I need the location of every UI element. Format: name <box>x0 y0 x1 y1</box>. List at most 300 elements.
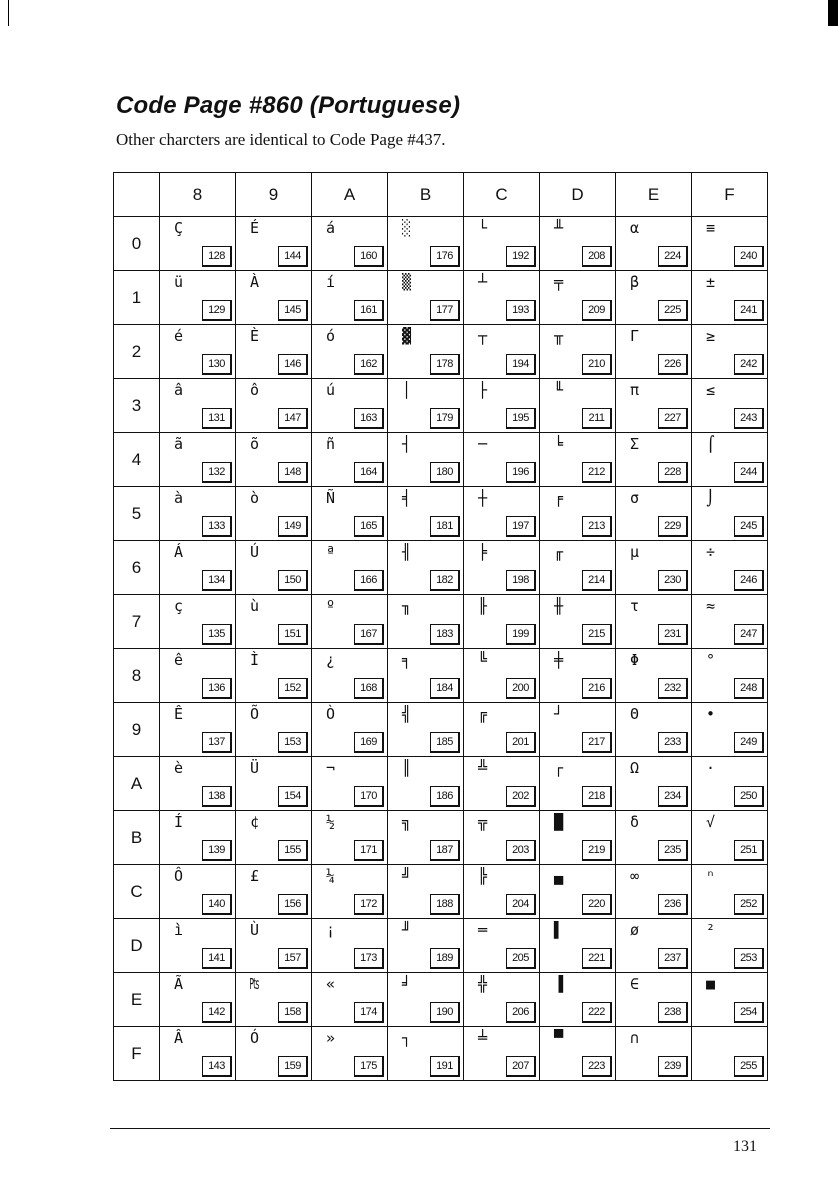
column-header-row <box>114 173 768 217</box>
character-cell <box>388 649 464 703</box>
character-cell <box>388 703 464 757</box>
character-cell <box>312 703 388 757</box>
character-cell <box>160 541 236 595</box>
character-glyph: Ü <box>250 759 260 777</box>
column-header: C <box>464 173 540 217</box>
character-cell <box>236 433 312 487</box>
character-glyph: ∞ <box>630 867 640 885</box>
decimal-code-box: 142 <box>202 1002 232 1023</box>
character-glyph: ╧ <box>478 1029 488 1047</box>
character-cell <box>616 649 692 703</box>
character-cell <box>236 541 312 595</box>
character-cell <box>388 271 464 325</box>
character-glyph: è <box>174 759 184 777</box>
decimal-code-box: 239 <box>658 1056 688 1077</box>
character-glyph: Ê <box>174 705 184 723</box>
character-cell <box>540 919 616 973</box>
character-cell <box>616 865 692 919</box>
character-glyph: Ô <box>174 867 184 885</box>
character-cell <box>312 217 388 271</box>
character-cell <box>616 325 692 379</box>
decimal-code-box: 178 <box>430 354 460 375</box>
decimal-code-box: 165 <box>354 516 384 537</box>
character-cell <box>160 325 236 379</box>
row-header: 0 <box>114 217 160 271</box>
decimal-code-box: 146 <box>278 354 308 375</box>
decimal-code-box: 196 <box>506 462 536 483</box>
character-glyph: ╨ <box>554 219 564 237</box>
decimal-code-box: 200 <box>506 678 536 699</box>
character-glyph: ╬ <box>478 975 488 993</box>
decimal-code-box: 233 <box>658 732 688 753</box>
row-header: B <box>114 811 160 865</box>
decimal-code-box: 138 <box>202 786 232 807</box>
decimal-code-box: 170 <box>354 786 384 807</box>
table-row <box>114 649 768 703</box>
table-row <box>114 703 768 757</box>
decimal-code-box: 203 <box>506 840 536 861</box>
character-cell <box>312 595 388 649</box>
corner-cell <box>114 173 160 217</box>
column-header: 9 <box>236 173 312 217</box>
character-glyph: δ <box>630 813 640 831</box>
character-cell <box>616 811 692 865</box>
decimal-code-box: 211 <box>582 408 612 429</box>
character-cell <box>464 487 540 541</box>
character-cell <box>464 217 540 271</box>
table-row <box>114 919 768 973</box>
character-glyph: ù <box>250 597 260 615</box>
character-glyph: └ <box>478 219 488 237</box>
character-glyph: ┴ <box>478 273 488 291</box>
decimal-code-box: 251 <box>734 840 764 861</box>
character-cell <box>236 271 312 325</box>
character-cell <box>388 811 464 865</box>
character-cell <box>236 217 312 271</box>
code-page-table <box>113 172 768 1081</box>
character-glyph: õ <box>250 435 260 453</box>
character-cell <box>616 703 692 757</box>
character-glyph: Ì <box>250 651 260 669</box>
decimal-code-box: 206 <box>506 1002 536 1023</box>
column-header: F <box>692 173 768 217</box>
decimal-code-box: 175 <box>354 1056 384 1077</box>
decimal-code-box: 148 <box>278 462 308 483</box>
character-glyph: √ <box>706 813 716 831</box>
table-body <box>114 217 768 1081</box>
character-cell <box>616 919 692 973</box>
character-glyph: Ù <box>250 921 260 939</box>
decimal-code-box: 231 <box>658 624 688 645</box>
character-glyph: █ <box>554 813 564 831</box>
decimal-code-box: 241 <box>734 300 764 321</box>
decimal-code-box: 192 <box>506 246 536 267</box>
character-cell <box>160 865 236 919</box>
character-glyph: à <box>174 489 184 507</box>
character-cell <box>160 811 236 865</box>
decimal-code-box: 237 <box>658 948 688 969</box>
decimal-code-box: 228 <box>658 462 688 483</box>
character-cell <box>312 973 388 1027</box>
decimal-code-box: 221 <box>582 948 612 969</box>
character-glyph: ò <box>250 489 260 507</box>
decimal-code-box: 158 <box>278 1002 308 1023</box>
scan-edge-mark <box>8 0 9 26</box>
character-glyph: ú <box>326 381 336 399</box>
character-cell <box>160 1027 236 1081</box>
character-cell <box>692 379 768 433</box>
row-header: 4 <box>114 433 160 487</box>
decimal-code-box: 214 <box>582 570 612 591</box>
character-cell <box>616 271 692 325</box>
character-cell <box>692 649 768 703</box>
character-glyph: ¬ <box>326 759 336 777</box>
character-cell <box>160 595 236 649</box>
decimal-code-box: 152 <box>278 678 308 699</box>
character-cell <box>616 1027 692 1081</box>
character-cell <box>312 541 388 595</box>
character-cell <box>312 649 388 703</box>
character-glyph: ╗ <box>402 813 412 831</box>
character-cell <box>464 1027 540 1081</box>
character-cell <box>692 811 768 865</box>
character-cell <box>388 325 464 379</box>
character-cell <box>388 379 464 433</box>
character-glyph: ¡ <box>326 921 336 939</box>
row-header: F <box>114 1027 160 1081</box>
character-glyph: ∩ <box>630 1029 640 1047</box>
character-cell <box>540 703 616 757</box>
character-glyph: ê <box>174 651 184 669</box>
decimal-code-box: 224 <box>658 246 688 267</box>
decimal-code-box: 161 <box>354 300 384 321</box>
character-glyph: ▄ <box>554 867 564 885</box>
decimal-code-box: 190 <box>430 1002 460 1023</box>
character-cell <box>388 487 464 541</box>
table-row <box>114 217 768 271</box>
decimal-code-box: 177 <box>430 300 460 321</box>
decimal-code-box: 172 <box>354 894 384 915</box>
character-glyph: ╣ <box>402 705 412 723</box>
character-glyph: ▀ <box>554 1029 564 1047</box>
decimal-code-box: 184 <box>430 678 460 699</box>
character-cell <box>160 433 236 487</box>
decimal-code-box: 215 <box>582 624 612 645</box>
row-header: E <box>114 973 160 1027</box>
character-cell <box>312 271 388 325</box>
character-cell <box>692 919 768 973</box>
decimal-code-box: 223 <box>582 1056 612 1077</box>
decimal-code-box: 229 <box>658 516 688 537</box>
character-glyph: ô <box>250 381 260 399</box>
character-glyph: ╞ <box>478 543 488 561</box>
decimal-code-box: 159 <box>278 1056 308 1077</box>
decimal-code-box: 153 <box>278 732 308 753</box>
decimal-code-box: 227 <box>658 408 688 429</box>
table-row <box>114 487 768 541</box>
character-cell <box>160 217 236 271</box>
character-glyph: ┐ <box>402 1029 412 1047</box>
character-cell <box>540 379 616 433</box>
character-cell <box>160 271 236 325</box>
decimal-code-box: 213 <box>582 516 612 537</box>
character-glyph: ² <box>706 921 716 939</box>
character-cell <box>236 595 312 649</box>
decimal-code-box: 131 <box>202 408 232 429</box>
character-cell <box>692 325 768 379</box>
character-glyph: α <box>630 219 640 237</box>
row-header: 8 <box>114 649 160 703</box>
decimal-code-box: 238 <box>658 1002 688 1023</box>
character-glyph: » <box>326 1029 336 1047</box>
column-header: D <box>540 173 616 217</box>
character-glyph: ╢ <box>402 543 412 561</box>
decimal-code-box: 173 <box>354 948 384 969</box>
character-cell <box>540 271 616 325</box>
character-cell <box>540 757 616 811</box>
character-glyph: ╟ <box>478 597 488 615</box>
row-header: 5 <box>114 487 160 541</box>
decimal-code-box: 193 <box>506 300 536 321</box>
character-glyph: £ <box>250 867 260 885</box>
decimal-code-box: 150 <box>278 570 308 591</box>
row-header: D <box>114 919 160 973</box>
character-glyph: ½ <box>326 813 336 831</box>
character-cell <box>616 595 692 649</box>
character-glyph: Ñ <box>326 489 336 507</box>
decimal-code-box: 204 <box>506 894 536 915</box>
character-cell <box>312 1027 388 1081</box>
row-header: 7 <box>114 595 160 649</box>
character-glyph: ─ <box>478 435 488 453</box>
character-glyph: ÷ <box>706 543 716 561</box>
decimal-code-box: 191 <box>430 1056 460 1077</box>
character-cell <box>160 757 236 811</box>
decimal-code-box: 139 <box>202 840 232 861</box>
decimal-code-box: 133 <box>202 516 232 537</box>
footer-rule <box>110 1128 770 1129</box>
decimal-code-box: 140 <box>202 894 232 915</box>
decimal-code-box: 134 <box>202 570 232 591</box>
character-cell <box>616 379 692 433</box>
character-glyph: ╔ <box>478 705 488 723</box>
character-cell <box>692 217 768 271</box>
decimal-code-box: 240 <box>734 246 764 267</box>
character-cell <box>692 433 768 487</box>
character-glyph: Γ <box>630 327 640 345</box>
decimal-code-box: 235 <box>658 840 688 861</box>
character-cell <box>236 811 312 865</box>
character-cell <box>464 703 540 757</box>
character-cell <box>236 973 312 1027</box>
decimal-code-box: 166 <box>354 570 384 591</box>
decimal-code-box: 222 <box>582 1002 612 1023</box>
column-header: A <box>312 173 388 217</box>
character-glyph: ≤ <box>706 381 716 399</box>
decimal-code-box: 199 <box>506 624 536 645</box>
character-cell <box>312 325 388 379</box>
page-subtitle: Other charcters are identical to Code Page #437. <box>116 130 446 149</box>
character-cell <box>540 595 616 649</box>
decimal-code-box: 154 <box>278 786 308 807</box>
table-row <box>114 379 768 433</box>
decimal-code-box: 245 <box>734 516 764 537</box>
table-row <box>114 325 768 379</box>
character-glyph: τ <box>630 597 640 615</box>
character-cell <box>464 271 540 325</box>
character-glyph: Σ <box>630 435 640 453</box>
character-glyph: ▐ <box>554 975 564 993</box>
decimal-code-box: 201 <box>506 732 536 753</box>
table-row <box>114 973 768 1027</box>
character-glyph: µ <box>630 543 640 561</box>
decimal-code-box: 182 <box>430 570 460 591</box>
character-glyph: ║ <box>402 759 412 777</box>
row-header: C <box>114 865 160 919</box>
character-cell <box>540 649 616 703</box>
character-cell <box>540 487 616 541</box>
decimal-code-box: 212 <box>582 462 612 483</box>
decimal-code-box: 169 <box>354 732 384 753</box>
character-cell <box>388 973 464 1027</box>
character-cell <box>236 649 312 703</box>
decimal-code-box: 130 <box>202 354 232 375</box>
character-glyph: Â <box>174 1029 184 1047</box>
decimal-code-box: 167 <box>354 624 384 645</box>
character-glyph: é <box>174 327 184 345</box>
character-glyph: ┘ <box>554 705 564 723</box>
character-glyph: ╪ <box>554 651 564 669</box>
character-cell <box>236 757 312 811</box>
decimal-code-box: 185 <box>430 732 460 753</box>
character-cell <box>388 433 464 487</box>
character-glyph: ≥ <box>706 327 716 345</box>
character-glyph: ├ <box>478 381 488 399</box>
character-glyph: ç <box>174 597 184 615</box>
decimal-code-box: 216 <box>582 678 612 699</box>
table-row <box>114 541 768 595</box>
table-row <box>114 595 768 649</box>
character-cell <box>236 865 312 919</box>
decimal-code-box: 188 <box>430 894 460 915</box>
character-glyph: Θ <box>630 705 640 723</box>
character-cell <box>236 487 312 541</box>
decimal-code-box: 194 <box>506 354 536 375</box>
character-glyph: ¢ <box>250 813 260 831</box>
character-glyph: ╦ <box>478 813 488 831</box>
character-cell <box>616 217 692 271</box>
character-glyph: ┼ <box>478 489 488 507</box>
character-cell <box>616 487 692 541</box>
table-row <box>114 433 768 487</box>
character-cell <box>388 1027 464 1081</box>
character-glyph: ╓ <box>554 543 564 561</box>
character-cell <box>236 1027 312 1081</box>
character-glyph: ╤ <box>554 273 564 291</box>
character-glyph: • <box>706 705 716 723</box>
character-glyph: ╡ <box>402 489 412 507</box>
character-glyph: ╕ <box>402 651 412 669</box>
character-cell <box>692 541 768 595</box>
decimal-code-box: 218 <box>582 786 612 807</box>
decimal-code-box: 174 <box>354 1002 384 1023</box>
row-header: 1 <box>114 271 160 325</box>
decimal-code-box: 128 <box>202 246 232 267</box>
character-cell <box>692 865 768 919</box>
character-glyph: ╩ <box>478 759 488 777</box>
character-cell <box>236 703 312 757</box>
character-cell <box>464 757 540 811</box>
character-glyph: π <box>630 381 640 399</box>
decimal-code-box: 252 <box>734 894 764 915</box>
decimal-code-box: 202 <box>506 786 536 807</box>
character-glyph: ü <box>174 273 184 291</box>
character-glyph: ¼ <box>326 867 336 885</box>
decimal-code-box: 210 <box>582 354 612 375</box>
decimal-code-box: 230 <box>658 570 688 591</box>
table-header <box>114 173 768 217</box>
column-header: E <box>616 173 692 217</box>
character-glyph: É <box>250 219 260 237</box>
character-glyph: Ó <box>250 1029 260 1047</box>
character-cell <box>540 325 616 379</box>
decimal-code-box: 163 <box>354 408 384 429</box>
character-glyph: ì <box>174 921 184 939</box>
decimal-code-box: 156 <box>278 894 308 915</box>
character-glyph: ∈ <box>630 975 640 993</box>
character-cell <box>388 865 464 919</box>
character-cell <box>692 271 768 325</box>
character-cell <box>692 973 768 1027</box>
table-row <box>114 1027 768 1081</box>
character-glyph: ª <box>326 543 336 561</box>
character-cell <box>464 541 540 595</box>
decimal-code-box: 179 <box>430 408 460 429</box>
character-glyph: ╚ <box>478 651 488 669</box>
decimal-code-box: 250 <box>734 786 764 807</box>
character-glyph: À <box>250 273 260 291</box>
character-glyph: ₧ <box>250 975 260 993</box>
character-glyph: ⌡ <box>706 489 716 507</box>
character-cell <box>540 541 616 595</box>
decimal-code-box: 244 <box>734 462 764 483</box>
row-header: 9 <box>114 703 160 757</box>
page-number: 131 <box>733 1138 757 1155</box>
character-cell <box>616 757 692 811</box>
column-header: 8 <box>160 173 236 217</box>
decimal-code-box: 249 <box>734 732 764 753</box>
decimal-code-box: 246 <box>734 570 764 591</box>
decimal-code-box: 157 <box>278 948 308 969</box>
character-glyph: ┤ <box>402 435 412 453</box>
character-cell <box>540 1027 616 1081</box>
character-glyph: ╒ <box>554 489 564 507</box>
character-cell <box>160 703 236 757</box>
character-glyph: Ú <box>250 543 260 561</box>
character-cell <box>236 325 312 379</box>
character-glyph: Á <box>174 543 184 561</box>
character-cell <box>312 757 388 811</box>
scan-corner-mark <box>828 0 838 26</box>
decimal-code-box: 171 <box>354 840 384 861</box>
decimal-code-box: 164 <box>354 462 384 483</box>
character-cell <box>540 433 616 487</box>
decimal-code-box: 137 <box>202 732 232 753</box>
decimal-code-box: 248 <box>734 678 764 699</box>
character-cell <box>160 379 236 433</box>
character-glyph: ¿ <box>326 651 336 669</box>
decimal-code-box: 242 <box>734 354 764 375</box>
